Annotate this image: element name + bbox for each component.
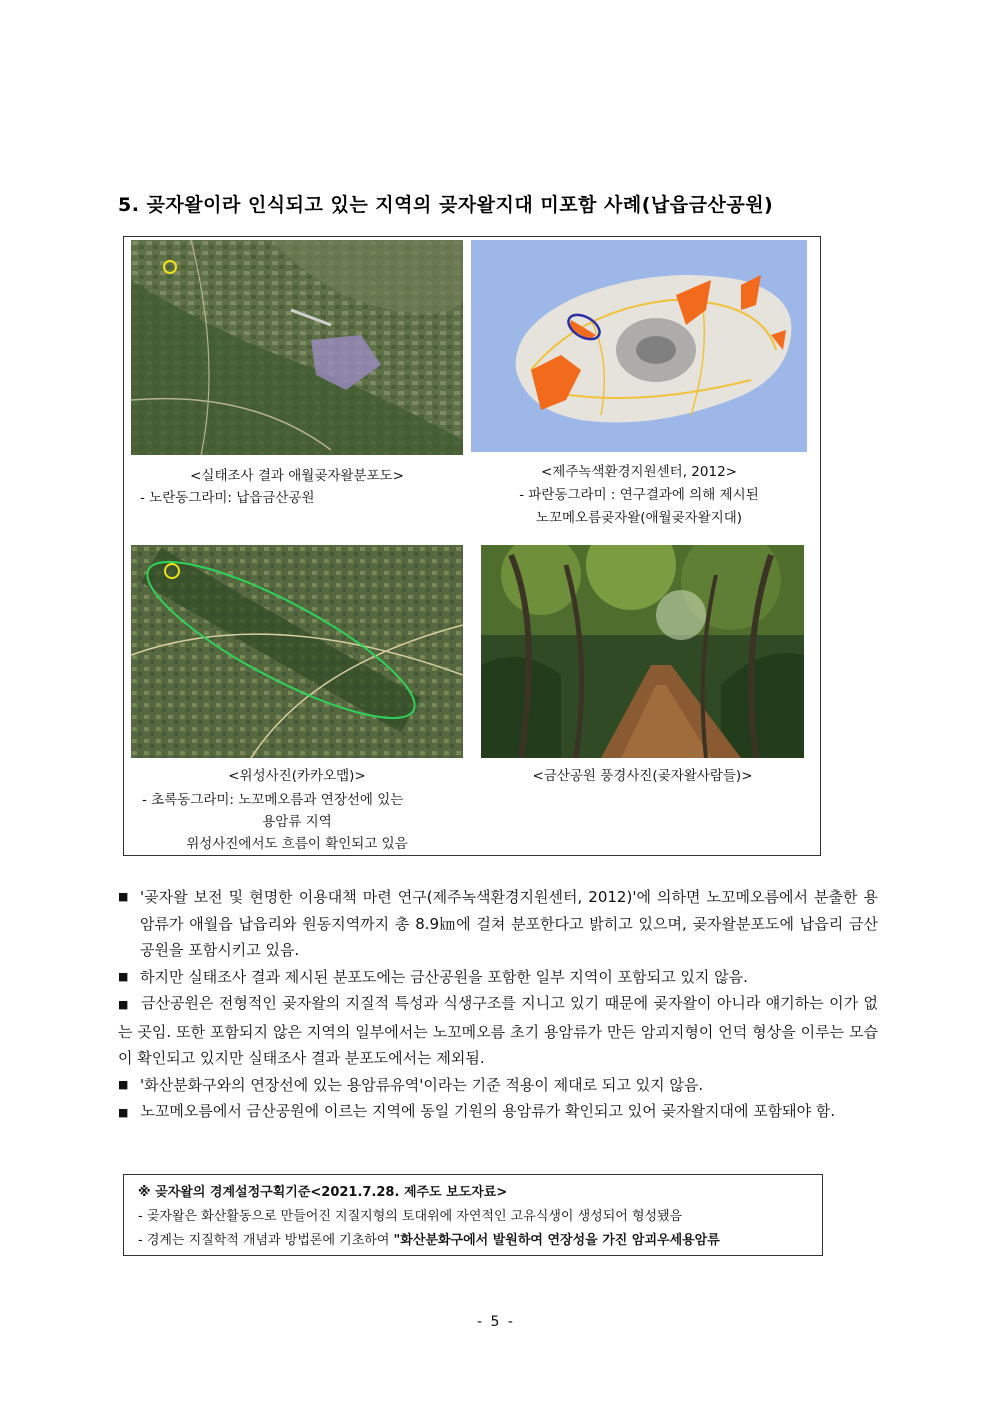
paragraph-1: '곶자왈 보전 및 현명한 이용대책 마련 연구(제주녹색환경지원센터, 2012)'에 의하면 노꼬메오름에서 분출한 용암류가 애월읍 납읍리와 원동지역까지 총 8.9㎞에 걸쳐 분포한다고 밝히고 있으며, 곶자왈분포도에 납읍리 금산공원을 포함시키고 있음. bbox=[140, 888, 878, 959]
figure-panel bbox=[123, 236, 821, 856]
figure3-caption: <위성사진(카카오맵)> bbox=[228, 768, 366, 784]
paragraph-3: 금산공원은 전형적인 곶자왈의 지질적 특성과 식생구조를 지니고 있기 때문에 곶자왈이 아니라 얘기하는 이가 없는 곳임. 또한 포함되지 않은 지역의 일부에서는 노꼬메오름 초기 용암류가 만든 암괴지형이 언덕 형상을 이루는 모습이 확인되고 있지만 실태조사 결과 분포도에서는 제외됨. bbox=[118, 994, 878, 1067]
note-line-1: - 곶자왈은 화산활동으로 만들어진 지질지형의 토대위에 자연적인 고유식생이 생성되어 형성됐음 bbox=[138, 1209, 683, 1224]
bullet-paragraph bbox=[118, 1098, 878, 1127]
jeju-island-map-image bbox=[471, 240, 807, 452]
figure2-note-line2: 노꼬메오름곶자왈(애월곶자왈지대) bbox=[535, 510, 743, 526]
page-number: - 5 - bbox=[477, 1314, 515, 1330]
figure2-note-line1: - 파란동그라미 : 연구결과에 의해 제시된 bbox=[519, 487, 759, 503]
satellite-map-image bbox=[131, 240, 463, 455]
bullet-paragraph bbox=[118, 1072, 878, 1099]
paragraph-5: 노꼬메오름에서 금산공원에 이르는 지역에 동일 기원의 용암류가 확인되고 있어 곶자왈지대에 포함돼야 함. bbox=[140, 1102, 836, 1120]
note-title: ※ 곶자왈의 경계설정구획기준<2021.7.28. 제주도 보도자료> bbox=[138, 1185, 508, 1200]
figure1-caption: <실태조사 결과 애월곶자왈분포도> bbox=[190, 468, 404, 484]
paragraph-4: '화산분화구와의 연장선에 있는 용암류유역'이라는 기준 적용이 제대로 되고 있지 않음. bbox=[140, 1075, 704, 1094]
bullet-marker: ■ bbox=[118, 998, 130, 1011]
note-box bbox=[123, 1174, 823, 1256]
forest-landscape-photo bbox=[481, 545, 804, 758]
bullet-paragraph bbox=[118, 884, 878, 964]
figure3-note-line3: 위성사진에서도 흐름이 확인되고 있음 bbox=[186, 836, 408, 852]
bullet-marker: ■ bbox=[118, 1077, 129, 1091]
paragraph-2: 하지만 실태조사 결과 제시된 분포도에는 금산공원을 포함한 일부 지역이 포함되고 있지 않음. bbox=[140, 967, 748, 986]
bullet-marker: ■ bbox=[118, 890, 129, 903]
satellite-photo-image bbox=[131, 545, 463, 758]
figure2-caption: <제주녹색환경지원센터, 2012> bbox=[541, 464, 737, 480]
figure3-note-line1: - 초록동그라미: 노꼬메오름과 연장선에 있는 bbox=[142, 792, 404, 808]
bullet-paragraph bbox=[118, 990, 878, 1072]
note-line-2-bold: "화산분화구에서 발원하여 연장성을 가진 암괴우세용암류 bbox=[393, 1233, 720, 1248]
body-text bbox=[118, 884, 878, 1127]
note-line-2-plain: - 경계는 지질학적 개념과 방법론에 기초하여 bbox=[138, 1233, 394, 1248]
note-line-2 bbox=[138, 1229, 808, 1253]
figure3-note-line2: 용암류 지역 bbox=[262, 814, 332, 830]
bullet-marker: ■ bbox=[118, 1106, 129, 1119]
section-heading: 5. 곶자왈이라 인식되고 있는 지역의 곶자왈지대 미포함 사례(납읍금산공원) bbox=[118, 194, 774, 216]
bullet-paragraph bbox=[118, 964, 878, 991]
figure1-note: - 노란동그라미: 납읍금산공원 bbox=[140, 490, 315, 506]
bullet-marker: ■ bbox=[118, 969, 129, 983]
figure4-caption: <금산공원 풍경사진(곶자왈사람들)> bbox=[532, 768, 753, 784]
